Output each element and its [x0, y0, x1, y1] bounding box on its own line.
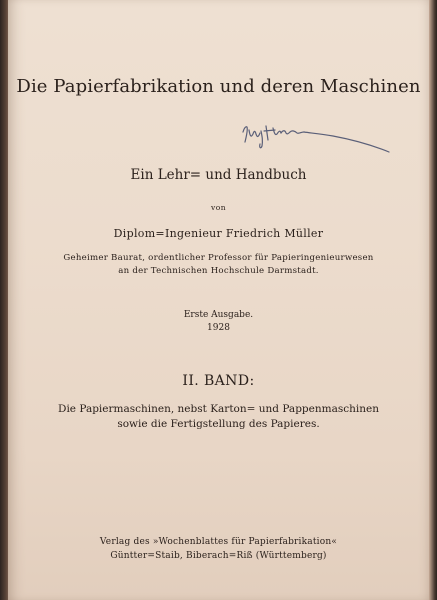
book-subtitle: Ein Lehr= und Handbuch — [130, 167, 307, 183]
author-by-label: von — [210, 203, 227, 212]
volume-description-line-2: sowie die Fertigstellung des Papieres. — [117, 418, 320, 430]
volume-heading: II. BAND: — [182, 373, 255, 389]
publisher-line-2: Güntter=Staib, Biberach=Riß (Württemberg) — [110, 551, 327, 561]
book-page-edge — [429, 0, 437, 600]
volume-description-line-1: Die Papiermaschinen, nebst Karton= und Pappenmaschinen — [58, 403, 379, 415]
publisher-line-1: Verlag des »Wochenblattes für Papierfabrikation« — [99, 537, 338, 547]
author-position-line-2: an der Technischen Hochschule Darmstadt. — [118, 266, 319, 276]
edition-label: Erste Ausgabe. — [183, 310, 254, 320]
book-title: Die Papierfabrikation und deren Maschinen — [16, 76, 421, 97]
publication-year: 1928 — [207, 323, 230, 333]
author-position-line-1: Geheimer Baurat, ordentlicher Professor für Papieringenieurwesen — [63, 253, 374, 263]
author-name: Diplom=Ingenieur Friedrich Müller — [113, 227, 324, 240]
handwritten-signature — [237, 118, 397, 162]
